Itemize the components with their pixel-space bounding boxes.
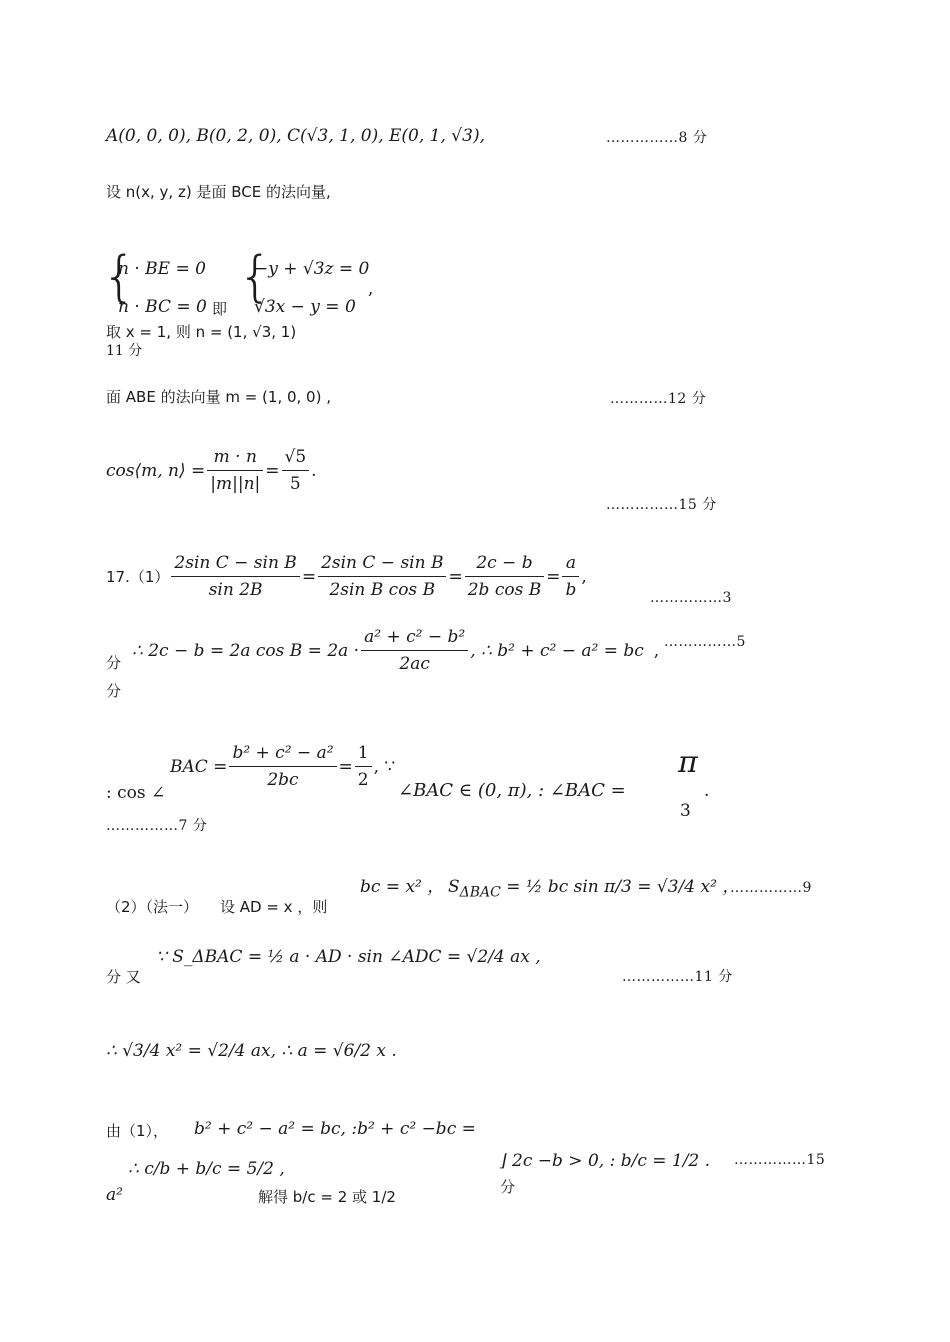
three: 3 [680, 801, 691, 821]
cos-bac-formula [170, 740, 395, 793]
half-num: 1 [355, 740, 372, 767]
eq2: = [448, 566, 463, 587]
q17-frac3-den: 2b cos B [467, 580, 542, 600]
sqrt5-denominator: 5 [289, 474, 301, 494]
score-3: ……………3 [650, 590, 732, 606]
fen-3: 分 [500, 1178, 516, 1196]
bc-eq: bc = x² ， [360, 877, 445, 897]
pi-symbol: π [678, 745, 698, 780]
cos-lhs: cos⟨m, n⟩ = [106, 460, 206, 481]
a-squared: a² [106, 1185, 123, 1205]
normal-vector-definition: 设 n(x, y, z) 是面 BCE 的法向量, [106, 183, 331, 201]
take-x-line: 取 x = 1, 则 n = (1, √3, 1) [106, 323, 297, 341]
fen-you: 分 又 [106, 968, 141, 986]
q17-frac3 [465, 550, 544, 603]
you1-expr: b² + c² − a² = bc, :b² + c² −bc = [194, 1119, 476, 1139]
q17-frac2-num: 2sin C − sin B [318, 550, 446, 577]
bac-lhs: BAC = [170, 756, 228, 777]
s-sub: ΔBAC [459, 884, 501, 901]
cos-fraction [207, 444, 263, 497]
q17-comma: , [581, 566, 587, 587]
line2-den: 2ac [399, 654, 430, 674]
q17-frac4-num: a [562, 550, 579, 577]
system2-row2: √3x − y = 0 [254, 297, 356, 317]
cos-bac-prefix: : cos ∠ [106, 783, 166, 803]
fen-1: 分 [106, 654, 122, 672]
you1-label: 由（1）， [106, 1122, 169, 1140]
line2-frac [361, 624, 468, 677]
q17-line1 [106, 550, 587, 603]
system2-row1: −y + √3z = 0 [254, 259, 370, 279]
bac-eq: = [338, 756, 353, 777]
part2-text: 设 AD = x ，则 [220, 898, 328, 916]
line2-rhs: , ∴ b² + c² − a² = bc [470, 640, 644, 661]
system1-row2: n · BC = 0 [118, 297, 207, 317]
fen-2: 分 [106, 682, 122, 700]
sqrt5-numerator: √5 [282, 444, 310, 471]
left-brace-1: { [102, 245, 137, 308]
score-15a: ……………15 分 [606, 497, 717, 513]
bac-den: 2bc [267, 770, 299, 790]
coordinates-line: A(0, 0, 0), B(0, 2, 0), C(√3, 1, 0), E(0, 1, √3), [106, 126, 485, 146]
bac-period: . [704, 781, 710, 801]
because: , ∵ [373, 756, 396, 777]
therefore-line: ∴ √3/4 x² = √2/4 ax, ∴ a = √6/2 x . [106, 1041, 397, 1061]
system-comma: , [368, 279, 374, 299]
score-15b: ……………15 [734, 1152, 826, 1168]
cos-period: . [311, 460, 317, 481]
score-9: ……………9 [730, 880, 812, 896]
eq1: = [301, 566, 317, 587]
score-12: …………12 分 [610, 391, 707, 407]
line2-comma: , [653, 640, 660, 661]
bac-num: b² + c² − a² [229, 740, 336, 767]
score-8: ……………8 分 [606, 130, 708, 146]
q17-line2 [132, 624, 659, 677]
solve-expr: 解得 b/c = 2 或 1/2 [258, 1188, 396, 1206]
half-frac [355, 740, 372, 793]
q17-frac4-den: b [565, 580, 577, 600]
bac-range: ∠BAC ∈ (0, π), : ∠BAC = [398, 780, 626, 801]
cosine-formula [106, 444, 317, 497]
s-mid: = ½ bc sin π/3 = √3/4 x² ， [506, 877, 740, 897]
q17-label: 17.（1） [106, 567, 170, 586]
sum-expr: ∴ c/b + b/c = 5/2 , [128, 1159, 285, 1179]
part2-label: （2）（法一） [106, 898, 199, 916]
s-lhs: S [448, 877, 460, 897]
q17-frac1 [171, 550, 299, 603]
line2-num: a² + c² − b² [361, 624, 468, 651]
q17-frac2-den: 2sin B cos B [329, 580, 436, 600]
s-bac-expr [448, 876, 739, 903]
line2-lhs: ∴ 2c − b = 2a cos B = 2a · [132, 640, 360, 661]
cos-equals: = [265, 460, 280, 481]
s2-expr: ∵ S_ΔBAC = ½ a · AD · sin ∠ADC = √2/4 ax , [156, 947, 541, 967]
score-11: ……………11 分 [622, 969, 733, 985]
q17-frac4 [562, 550, 579, 603]
cos-denominator: |m||n| [210, 474, 261, 494]
q17-frac1-num: 2sin C − sin B [171, 550, 299, 577]
bac-frac [229, 740, 336, 793]
score-7: ……………7 分 [106, 818, 208, 834]
q17-frac3-num: 2c − b [465, 550, 544, 577]
ji-text: 即 [212, 300, 228, 318]
left-brace-2: { [238, 245, 273, 308]
score-11-fragment: 11 分 [106, 343, 143, 359]
q17-frac1-den: sin 2B [208, 580, 263, 600]
system1-row1: n · BE = 0 [118, 259, 206, 279]
half-den: 2 [357, 770, 369, 790]
cos-numerator: m · n [207, 444, 263, 471]
plane-abe-normal: 面 ABE 的法向量 m = (1, 0, 0) , [106, 388, 331, 406]
eq3: = [546, 566, 561, 587]
q17-frac2 [318, 550, 446, 603]
condition-expr: ⌋ 2c −b > 0, : b/c = 1/2 . [500, 1151, 711, 1171]
score-5: ……………5 [664, 634, 746, 650]
sqrt5-fraction [282, 444, 310, 497]
